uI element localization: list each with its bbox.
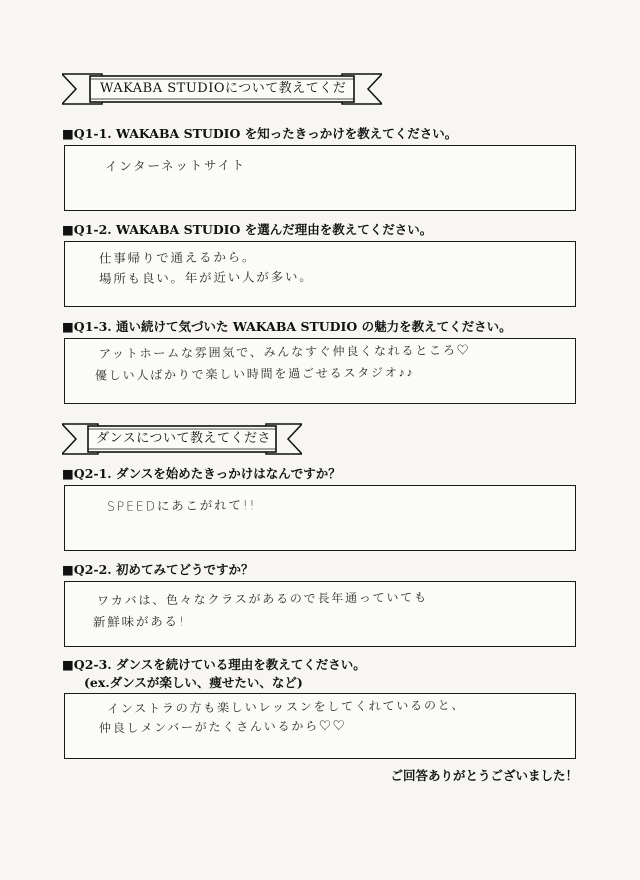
question-1-2: ■Q1-2. WAKABA STUDIO を選んだ理由を教えてください。 bbox=[62, 222, 433, 237]
answer-2-3-line-2: 仲良しメンバーがたくさんいるから♡♡ bbox=[98, 718, 347, 736]
section-2-ribbon bbox=[62, 422, 302, 456]
closing-message: ご回答ありがとうございました！ bbox=[390, 768, 578, 783]
answer-box-2-2 bbox=[64, 581, 576, 647]
answer-1-3-line-2: 優しい人ばかりで楽しい時間を過ごせるスタジオ♪♪ bbox=[94, 365, 415, 383]
answer-box-2-3 bbox=[64, 693, 576, 759]
answer-1-2-line-2: 場所も良い。年が近い人が多い。 bbox=[98, 268, 314, 287]
answer-box-1-2 bbox=[64, 241, 576, 307]
answer-box-1-1 bbox=[64, 145, 576, 211]
question-1-1: ■Q1-1. WAKABA STUDIO を知ったきっかけを教えてください。 bbox=[62, 126, 458, 141]
answer-1-3-line-1: アットホームな雰囲気で、みんなすぐ仲良くなれるところ♡ bbox=[98, 343, 471, 361]
answer-box-1-3 bbox=[64, 338, 576, 404]
answer-1-2-line-1: 仕事帰りで通えるから。 bbox=[98, 249, 257, 266]
answer-box-2-1 bbox=[64, 485, 576, 551]
question-2-1: ■Q2-1. ダンスを始めたきっかけはなんですか？ bbox=[62, 466, 341, 481]
answer-2-2-line-1: ワカバは、色々なクラスがあるので長年通っていても bbox=[96, 590, 428, 608]
answer-1-1-line-1: インターネットサイト bbox=[104, 157, 247, 174]
question-1-3: ■Q1-3. 通い続けて気づいた WAKABA STUDIO の魅力を教えてください。 bbox=[62, 319, 512, 334]
question-2-3-note: (ex.ダンスが楽しい、痩せたい、など) bbox=[84, 675, 303, 690]
answer-2-2-line-2: 新鮮味がある! bbox=[92, 613, 186, 630]
answer-2-1-line-1: SPEEDにあこがれて!! bbox=[106, 497, 257, 514]
section-1-title: WAKABA STUDIOについて教えてくだ bbox=[100, 81, 347, 96]
section-2-title: ダンスについて教えてくださ bbox=[96, 431, 271, 446]
answer-2-3-line-1: インストラの方も楽しいレッスンをしてくれているのと、 bbox=[106, 698, 466, 716]
section-1-ribbon bbox=[62, 72, 382, 106]
question-2-2: ■Q2-2. 初めてみてどうですか？ bbox=[62, 562, 254, 577]
question-2-3: ■Q2-3. ダンスを続けている理由を教えてください。 bbox=[62, 657, 366, 672]
